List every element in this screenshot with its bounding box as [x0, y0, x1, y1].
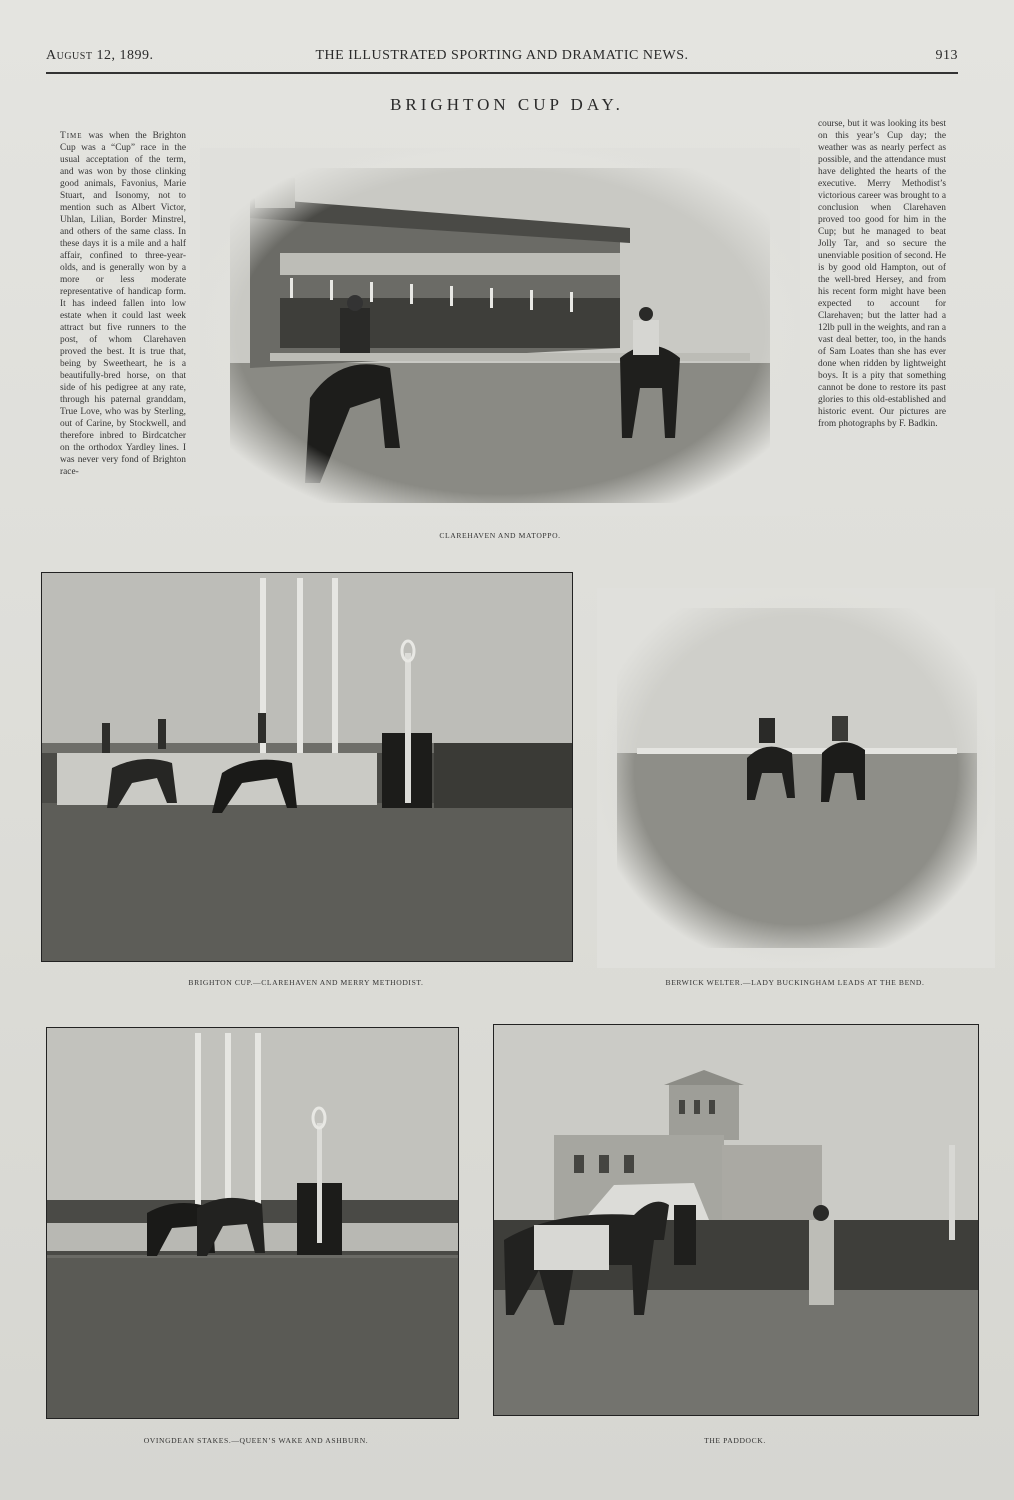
photo-brighton-cup: [41, 572, 573, 962]
caption-photo4: OVINGDEAN STAKES.—QUEEN’S WAKE AND ASHBURN.: [143, 1436, 369, 1445]
photo-paddock: [493, 1024, 979, 1416]
photo-clarehaven-matoppo: [200, 148, 800, 516]
photo-ovingdean-stakes: [46, 1027, 459, 1419]
page-number: 913: [935, 48, 958, 63]
article-title: BRIGHTON CUP DAY.: [390, 95, 624, 114]
left-column-text: was when the Brighton Cup was a “Cup” race in the usual acceptation of the term, and was won by those clinking good animals, Favonius, Marie Stuart, and Isonomy, not to mention such as Albert Victor, Uhlan, Lilian, Border Minstrel, and others of the same class. In these days it is a mile and a half affair, confined to three-year-olds, and is generally won by a more or less moderate representative of handicap form. It has indeed fallen into low estate when it could last week attract but five runners to the post, of whom Clarehaven proved the best. It is true that, being by Sweetheart, he is a beautifully-bred horse, on that side of his pedigree at any rate, through his paternal granddam, True Love, who was by Sterling, out of Carine, by Stockwell, and therefore inbred to Birdcatcher on the orthodox Yardley lines. I was never very fond of Brighton race-: [60, 131, 186, 477]
masthead: [46, 48, 958, 70]
masthead-rule: [46, 72, 958, 74]
right-column-text: course, but it was looking its best on this year’s Cup day; the weather was as nearly perfect as possible, and the attendance must have delighted the hearts of the executive. Merry Methodist’s victorious career was brought to a conclusion when Clarehaven proved too good for him in the Cup; but he managed to beat Jolly Tar, and so secure the unenviable position of second. He is by good old Hampton, out of the well-bred Hersey, and from his recent form might have been expected to account for Clarehaven; but the latter had a 12lb pull in the weights, and ran a vast deal better, too, in the hands of Sam Loates than she has ever done when ridden by lightweight boys. It is a pity that something cannot be done to restore its past glories to this old-established and historic event. Our pictures are from photographs by F. Badkin.: [818, 119, 946, 429]
publication-title: THE ILLUSTRATED SPORTING AND DRAMATIC NEWS.: [315, 48, 689, 63]
lead-word: Time: [60, 131, 83, 141]
caption-photo5: THE PADDOCK.: [704, 1436, 766, 1445]
caption-photo2: BRIGHTON CUP.—CLAREHAVEN AND MERRY METHODIST.: [188, 978, 424, 987]
caption-photo1: CLAREHAVEN AND MATOPPO.: [439, 531, 561, 540]
issue-date: August 12, 1899.: [46, 48, 154, 63]
left-text-column: [60, 130, 186, 478]
caption-photo3: BERWICK WELTER.—LADY BUCKINGHAM LEADS AT THE BEND.: [665, 978, 925, 987]
photo-berwick-welter: [597, 588, 995, 968]
